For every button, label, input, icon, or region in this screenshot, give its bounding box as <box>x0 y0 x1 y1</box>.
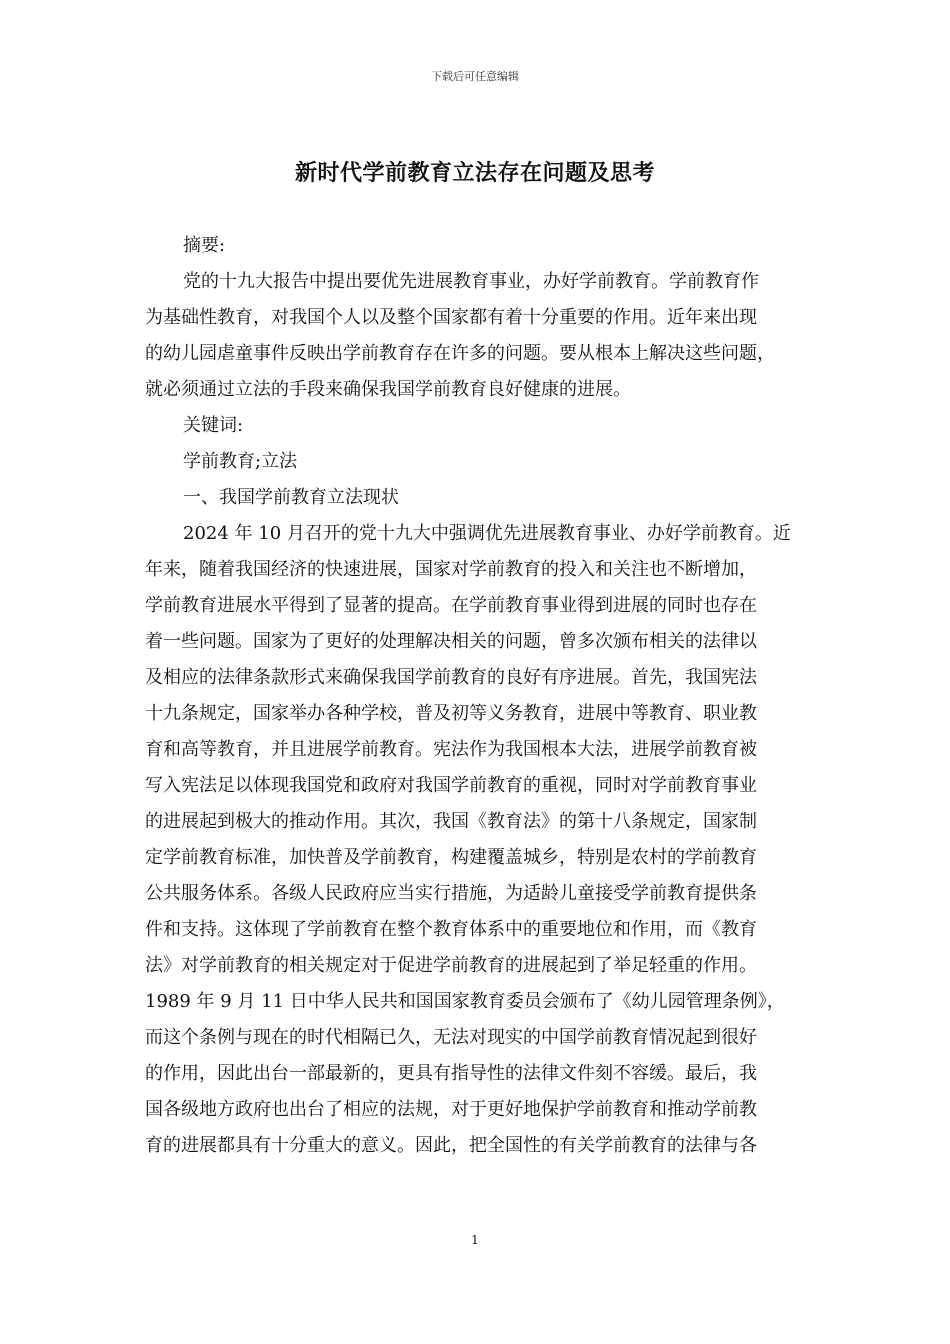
body-line: 件和支持。这体现了学前教育在整个教育体系中的重要地位和作用，而《教育 <box>145 919 757 940</box>
body-line: 十九条规定，国家举办各种学校，普及初等义务教育，进展中等教育、职业教 <box>145 703 757 724</box>
page-header: 下载后可任意编辑 <box>431 70 519 83</box>
abstract-label: 摘要: <box>183 235 226 256</box>
section-heading: 一、我国学前教育立法现状 <box>183 487 399 508</box>
keywords-label: 关键词: <box>183 415 244 436</box>
body-line: 学前教育进展水平得到了显著的提高。在学前教育事业得到进展的同时也存在 <box>145 595 757 616</box>
body-line: 公共服务体系。各级人民政府应当实行措施，为适龄儿童接受学前教育提供条 <box>145 883 757 904</box>
body-line: 着一些问题。国家为了更好的处理解决相关的问题，曾多次颁布相关的法律以 <box>145 631 757 652</box>
body-line: 国各级地方政府也出台了相应的法规，对于更好地保护学前教育和推动学前教 <box>145 1099 757 1120</box>
abstract-line: 为基础性教育，对我国个人以及整个国家都有着十分重要的作用。近年来出现 <box>145 307 757 328</box>
document-title: 新时代学前教育立法存在问题及思考 <box>294 160 655 186</box>
body-line: 1989 年 9 月 11 日中华人民共和国国家教育委员会颁布了《幼儿园管理条例》， <box>145 991 785 1012</box>
body-line: 育的进展都具有十分重大的意义。因此，把全国性的有关学前教育的法律与各 <box>145 1135 757 1156</box>
page-number: 1 <box>471 1233 479 1247</box>
body-line: 而这个条例与现在的时代相隔已久，无法对现实的中国学前教育情况起到很好 <box>145 1027 757 1048</box>
body-line: 的作用，因此出台一部最新的，更具有指导性的法律文件刻不容缓。最后，我 <box>145 1063 757 1084</box>
body-line: 定学前教育标准，加快普及学前教育，构建覆盖城乡，特别是农村的学前教育 <box>145 847 757 868</box>
body-line: 育和高等教育，并且进展学前教育。宪法作为我国根本大法，进展学前教育被 <box>145 739 757 760</box>
body-line: 的进展起到极大的推动作用。其次，我国《教育法》的第十八条规定，国家制 <box>145 811 757 832</box>
body-line: 法》对学前教育的相关规定对于促进学前教育的进展起到了举足轻重的作用。 <box>145 955 757 976</box>
abstract-line: 党的十九大报告中提出要优先进展教育事业，办好学前教育。学前教育作 <box>183 271 759 292</box>
body-line: 及相应的法律条款形式来确保我国学前教育的良好有序进展。首先，我国宪法 <box>145 667 757 688</box>
document-body <box>145 232 805 1168</box>
abstract-line: 的幼儿园虐童事件反映出学前教育存在许多的问题。要从根本上解决这些问题， <box>145 343 775 364</box>
keywords: 学前教育;立法 <box>183 451 298 472</box>
abstract-line: 就必须通过立法的手段来确保我国学前教育良好健康的进展。 <box>145 379 631 400</box>
body-line: 写入宪法足以体现我国党和政府对我国学前教育的重视，同时对学前教育事业 <box>145 775 757 796</box>
body-line: 年来，随着我国经济的快速进展，国家对学前教育的投入和关注也不断增加， <box>145 559 757 580</box>
body-line: 2024 年 10 月召开的党十九大中强调优先进展教育事业、办好学前教育。近 <box>183 523 791 544</box>
